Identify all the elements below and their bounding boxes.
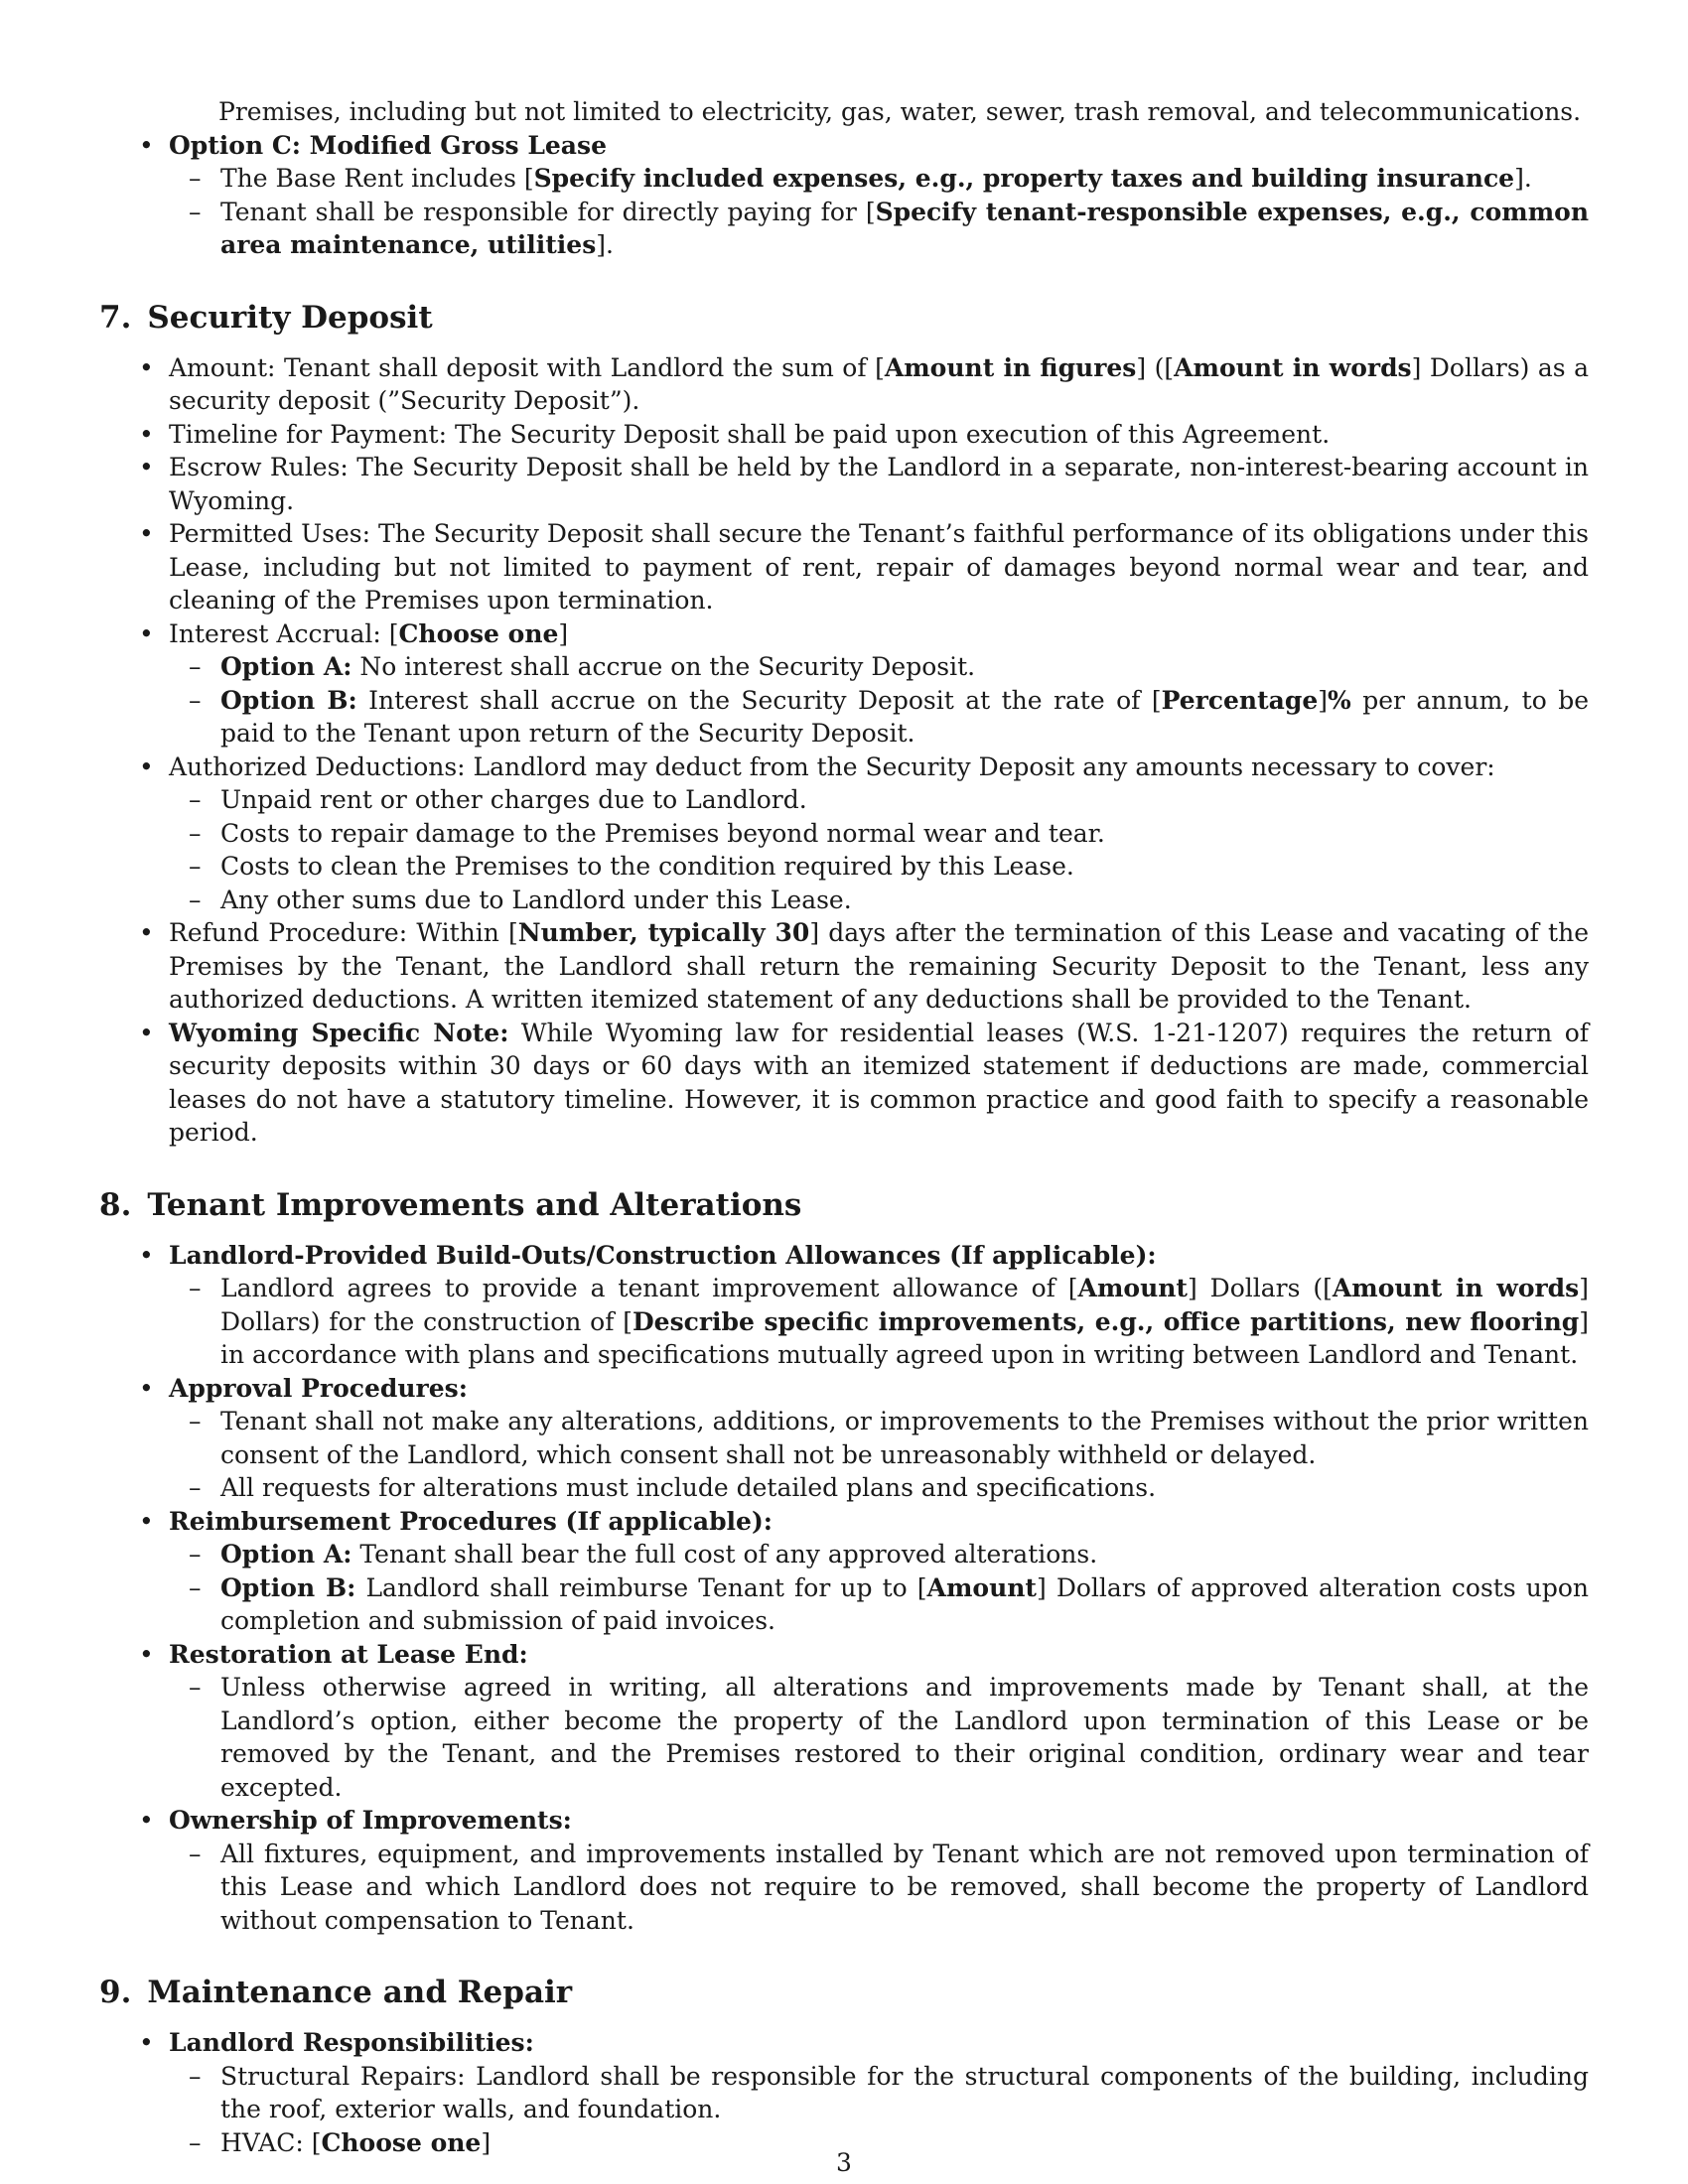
amount-item: • Amount: Tenant shall deposit with Landlord the sum of [Amount in figures] ([Amount in words] Dollars) as a security deposit (”Security Deposit”). xyxy=(99,351,1589,418)
ownership-sublist xyxy=(161,1838,1589,1938)
option-c-sublist xyxy=(161,162,1589,262)
section-8-heading: 8. Tenant Improvements and Alterations xyxy=(99,1186,802,1223)
interest-options xyxy=(161,650,1589,751)
deduction-list xyxy=(161,783,1589,916)
list-item: – Costs to repair damage to the Premises beyond normal wear and tear. xyxy=(161,817,1589,851)
section-7-heading: 7. Security Deposit xyxy=(99,299,433,336)
deductions-item: • Authorized Deductions: Landlord may deduct from the Security Deposit any amounts necessary to cover: – Unpaid rent or other charges due to Landlord. – Costs to repair damage to the Premises beyond normal wear and tear. – Costs to clean the Premises to the condition required by this Lease. – Any other sums due to Landlord under this Lease. xyxy=(99,751,1589,917)
buildouts-item: • Landlord-Provided Build-Outs/Construction Allowances (If applicable): – Landlord agrees to provide a tenant improvement allowance of [Amount] Dollars ([Amount in words] Dollars) for the construction of [Describe specific improvements, e.g., office partitions, new flooring] in accordance with plans and specifications mutually agreed upon in writing between Landlord and Tenant. xyxy=(99,1239,1589,1372)
reimbursement-sublist xyxy=(161,1538,1589,1638)
restoration-sublist xyxy=(161,1671,1589,1804)
section-7-list xyxy=(99,351,1589,1150)
interest-option-a: – Option A: No interest shall accrue on the Security Deposit. xyxy=(161,650,1589,684)
ownership-item: • Ownership of Improvements: – All fixtures, equipment, and improvements installed by Tenant which are not removed upon termination of this Lease and which Landlord does not require to be removed, shall become the property of Landlord without compensation to Tenant. xyxy=(99,1804,1589,1937)
list-item: – The Base Rent includes [Specify included expenses, e.g., property taxes and building insurance]. xyxy=(161,162,1589,196)
permitted-uses-item: • Permitted Uses: The Security Deposit shall secure the Tenant’s faithful performance of its obligations under this Lease, including but not limited to payment of rent, repair of damages beyond normal wear and tear, and cleaning of the Premises upon termination. xyxy=(99,517,1589,617)
list-item: – All fixtures, equipment, and improvements installed by Tenant which are not removed upon termination of this Lease and which Landlord does not require to be removed, shall become the property of Landlord without compensation to Tenant. xyxy=(161,1838,1589,1938)
continuation-text: Premises, including but not limited to electricity, gas, water, sewer, trash removal, and telecommunications. xyxy=(218,97,1582,126)
list-item: – Landlord agrees to provide a tenant improvement allowance of [Amount] Dollars ([Amount in words] Dollars) for the construction of [Describe specific improvements, e.g., office partitions, new flooring] in accordance with plans and specifications mutually agreed upon in writing between Landlord and Tenant. xyxy=(161,1272,1589,1372)
approval-item: • Approval Procedures: – Tenant shall not make any alterations, additions, or improvements to the Premises without the prior written consent of the Landlord, which consent shall not be unreasonably withheld or delayed. – All requests for alterations must include detailed plans and specifications. xyxy=(99,1372,1589,1505)
list-item: – Unpaid rent or other charges due to Landlord. xyxy=(161,783,1589,817)
section-8-list xyxy=(99,1239,1589,1938)
section-9-heading: 9. Maintenance and Repair xyxy=(99,1975,573,2010)
restoration-item: • Restoration at Lease End: – Unless otherwise agreed in writing, all alterations and improvements made by Tenant shall, at the Landlord’s option, either become the property of the Landlord upon termination of this Lease or be removed by the Tenant, and the Premises restored to their original condition, ordinary wear and tear excepted. xyxy=(99,1638,1589,1805)
list-item: – Unless otherwise agreed in writing, all alterations and improvements made by Tenant shall, at the Landlord’s option, either become the property of the Landlord upon termination of this Lease or be removed by the Tenant, and the Premises restored to their original condition, ordinary wear and tear excepted. xyxy=(161,1671,1589,1804)
landlord-responsibilities-item: • Landlord Responsibilities: – Structural Repairs: Landlord shall be responsible for the structural components of the building, including the roof, exterior walls, and foundation. – HVAC: [Choose one] xyxy=(99,2026,1589,2159)
reimbursement-option-b: – Option B: Landlord shall reimburse Tenant for up to [Amount] Dollars of approved alteration costs upon completion and submission of paid invoices. xyxy=(161,1571,1589,1638)
option-c-title: Option C: Modified Gross Lease xyxy=(169,130,607,160)
buildouts-sublist xyxy=(161,1272,1589,1372)
list-item: – Any other sums due to Landlord under this Lease. xyxy=(161,884,1589,917)
landlord-responsibilities-sublist xyxy=(161,2060,1589,2160)
interest-accrual-item: • Interest Accrual: [Choose one] – Option A: No interest shall accrue on the Security Deposit. – Option B: Interest shall accrue on the Security Deposit at the rate of [Percentage]% per annum, to be paid to the Tenant upon return of the Security Deposit. xyxy=(99,617,1589,751)
interest-option-b: – Option B: Interest shall accrue on the Security Deposit at the rate of [Percentage]% per annum, to be paid to the Tenant upon return of the Security Deposit. xyxy=(161,684,1589,751)
wyoming-note-item: • Wyoming Specific Note: While Wyoming law for residential leases (W.S. 1-21-1207) requires the return of security deposits within 30 days or 60 days with an itemized statement if deductions are made, commercial leases do not have a statutory timeline. However, it is common practice and good faith to specify a reasonable period. xyxy=(99,1017,1589,1150)
timeline-item: • Timeline for Payment: The Security Deposit shall be paid upon execution of this Agreement. xyxy=(99,418,1589,452)
option-c-list xyxy=(99,129,1589,262)
approval-sublist xyxy=(161,1405,1589,1505)
page-content xyxy=(99,99,1589,2159)
reimbursement-item: • Reimbursement Procedures (If applicable): – Option A: Tenant shall bear the full cost of any approved alterations. – Option B: Landlord shall reimburse Tenant for up to [Amount] Dollars of approved alteration costs upon completion and submission of paid invoices. xyxy=(99,1505,1589,1638)
list-item: – Tenant shall not make any alterations, additions, or improvements to the Premises without the prior written consent of the Landlord, which consent shall not be unreasonably withheld or delayed. xyxy=(161,1405,1589,1471)
escrow-item: • Escrow Rules: The Security Deposit shall be held by the Landlord in a separate, non-interest-bearing account in Wyoming. xyxy=(99,451,1589,517)
list-item: – Costs to clean the Premises to the condition required by this Lease. xyxy=(161,850,1589,884)
refund-item: • Refund Procedure: Within [Number, typically 30] days after the termination of this Lease and vacating of the Premises by the Tenant, the Landlord shall return the remaining Security Deposit to the Tenant, less any authorized deductions. A written itemized statement of any deductions shall be provided to the Tenant. xyxy=(99,916,1589,1017)
list-item: – Structural Repairs: Landlord shall be responsible for the structural components of the building, including the roof, exterior walls, and foundation. xyxy=(161,2060,1589,2126)
reimbursement-option-a: – Option A: Tenant shall bear the full cost of any approved alterations. xyxy=(161,1538,1589,1571)
list-item: – Tenant shall be responsible for directly paying for [Specify tenant-responsible expenses, e.g., common area maintenance, utilities]. xyxy=(161,196,1589,262)
list-item: – HVAC: [Choose one] xyxy=(161,2126,1589,2160)
section-9-list xyxy=(99,2026,1589,2159)
option-c-item xyxy=(99,129,1589,262)
list-item: – All requests for alterations must include detailed plans and specifications. xyxy=(161,1471,1589,1505)
page-number: 3 xyxy=(836,2148,852,2177)
